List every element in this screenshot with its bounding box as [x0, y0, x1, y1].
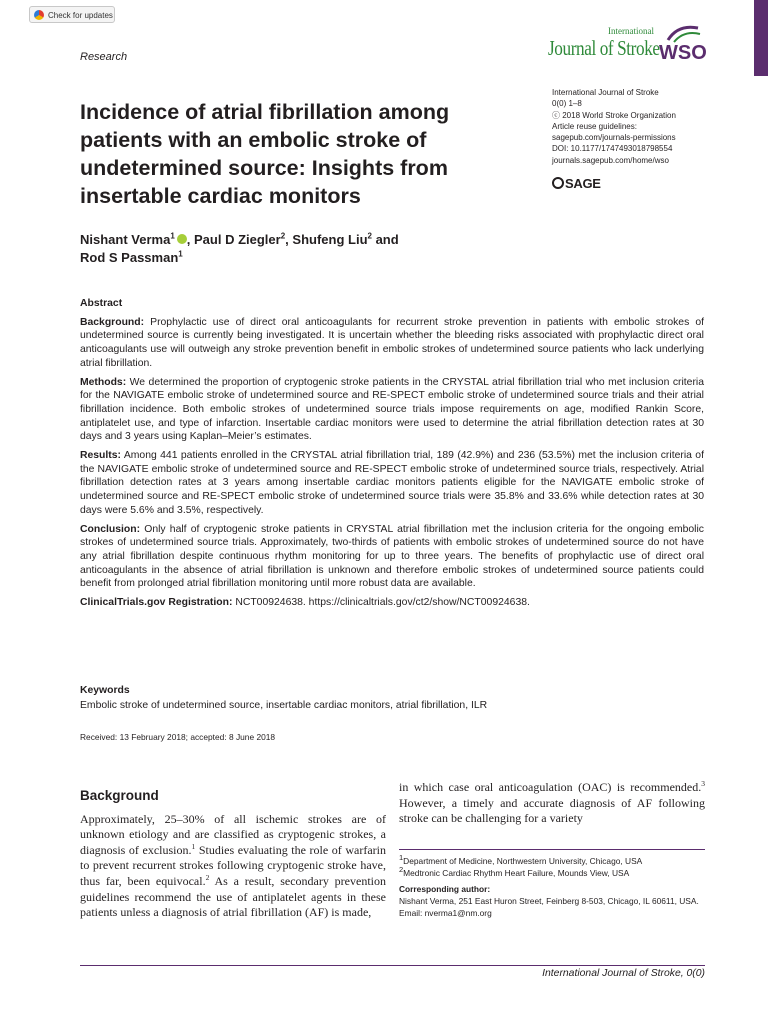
check-for-updates-label: Check for updates: [48, 11, 113, 20]
corresponding-author-address: Nishant Verma, 251 East Huron Street, Feinberg 8-503, Chicago, IL 60611, USA.: [399, 896, 699, 906]
corresponding-author-label: Corresponding author:: [399, 884, 491, 894]
author-affiliation: 1: [170, 231, 175, 241]
meta-volume: 0(0) 1–8: [552, 99, 582, 109]
author-separator: ,: [285, 232, 293, 247]
body-paragraph: [399, 780, 705, 827]
abstract: [80, 297, 704, 615]
body-text: As a result, secondary prevention guidelines recommend the use of antiplatelet agents in these patients unless a diagnosis of atrial fibrillation (AF) is made,: [80, 873, 387, 920]
body-column-left: [80, 788, 386, 921]
footnote-divider: [399, 849, 705, 850]
received-dates: Received: 13 February 2018; accepted: 8 June 2018: [80, 732, 276, 742]
abstract-conclusion-label: Conclusion:: [80, 523, 141, 535]
affiliation-2: [399, 867, 705, 879]
affiliation-number: 2: [399, 865, 404, 875]
abstract-methods-label: Methods:: [80, 376, 127, 388]
journal-logo-small-text: International: [608, 26, 654, 36]
brand-color-bar: [754, 0, 768, 76]
meta-reuse: Article reuse guidelines:: [552, 121, 637, 131]
wso-swoosh-icon: [664, 22, 704, 44]
keywords-list: Embolic stroke of undetermined source, insertable cardiac monitors, atrial fibrillation, ILR: [80, 700, 488, 711]
journal-logo-name: Journal of Stroke: [548, 36, 660, 60]
body-text: in which case oral anticoagulation (OAC) is recommended.: [399, 780, 702, 794]
author-list: [80, 231, 480, 267]
citation-link[interactable]: 1: [191, 841, 196, 851]
author-name[interactable]: Rod S Passman: [80, 250, 179, 265]
publisher-logo: [552, 176, 601, 191]
abstract-results-label: Results:: [80, 450, 121, 462]
publisher-name: SAGE: [565, 176, 601, 191]
abstract-background: [80, 316, 704, 371]
author-and: and: [371, 232, 399, 247]
body-paragraph: [80, 812, 386, 921]
abstract-background-text: Prophylactic use of direct oral anticoagulants for recurrent stroke prevention in patients with embolic strokes of undetermined source is currently being investigated. It is uncertain whether the bleeding risks associated with prophylactic direct oral anticoagulants use will outweigh any stroke prevention benefit in embolic strokes of undetermined source patients who lack underlying atrial fibrillation.: [80, 316, 704, 369]
affiliation-1: [399, 855, 705, 867]
background-heading: Background: [80, 788, 159, 803]
journal-logo: [548, 22, 748, 70]
footer-divider: [80, 965, 705, 966]
meta-copyright: ⓒ 2018 World Stroke Organization: [552, 110, 676, 120]
meta-journal: International Journal of Stroke: [552, 88, 659, 97]
orcid-icon[interactable]: [177, 234, 187, 244]
author-affiliation: 1: [178, 249, 183, 259]
crossmark-icon: [34, 10, 44, 20]
author-name[interactable]: Shufeng Liu: [292, 232, 368, 247]
running-footer: International Journal of Stroke, 0(0): [542, 968, 705, 979]
abstract-conclusion-text: Only half of cryptogenic stroke patients in CRYSTAL atrial fibrillation met the inclusion criteria for the ongoing embolic strokes of undetermined source trials. Approximately, two-thirds of patients with embolic strokes of undetermined source do not have any atrial fibrillation despite continuous rhythm monitoring for up to three years. The benefits of prophylactic use of direct oral anticoagulants in the absence of atrial fibrillation is unknown and therefore embolic strokes of undetermined source patients could benefit from prolonged atrial fibrillation monitoring until more robust data are available.: [80, 523, 704, 590]
body-text: However, a timely and accurate diagnosis of AF following stroke can be challenging for a variety: [399, 795, 705, 826]
keywords-heading: Keywords: [80, 685, 130, 696]
abstract-heading: Abstract: [80, 298, 123, 309]
meta-doi[interactable]: DOI: 10.1177/1747493018798554: [552, 144, 673, 154]
citation-link[interactable]: 2: [205, 872, 210, 882]
registration-link[interactable]: NCT00924638. https://clinicaltrials.gov/ct2/show/NCT00924638.: [235, 597, 530, 609]
abstract-methods: [80, 376, 704, 445]
body-text: Studies evaluating the role of warfarin to prevent recurrent strokes following cryptogenic stroke have, thus far, been equivocal.: [80, 842, 386, 888]
body-text: Approximately, 25–30% of all ischemic strokes are of unknown etiology and are classified as cryptogenic strokes, a diagnosis of exclusion.: [80, 811, 386, 857]
abstract-results-text: Among 441 patients enrolled in the CRYSTAL atrial fibrillation trial, 189 (42.9%) and 236 (53.5%) met the inclusion criteria of the NAVIGATE embolic stroke of undetermined source and RE-SPECT embolic stroke of undetermined source trials, respectively. Atrial fibrillation detection rates at 3 years among insertable cardiac monitors patients eligible for the NAVIGATE embolic stroke of undetermined source and RE-SPECT embolic stroke of undetermined source trials were 35.8% and 33.6% while detection rates at 30 days were 5.6% and 3.5%, respectively.: [80, 450, 704, 516]
abstract-registration: [80, 596, 704, 610]
author-name[interactable]: Paul D Ziegler: [194, 232, 281, 247]
citation-link[interactable]: 3: [701, 779, 705, 788]
affiliation-text: Medtronic Cardiac Rhythm Heart Failure, Mounds View, USA: [403, 868, 630, 878]
abstract-conclusion: [80, 523, 704, 592]
sage-logo-icon: [552, 177, 564, 189]
abstract-registration-label: ClinicalTrials.gov Registration:: [80, 597, 233, 609]
affiliation-number: 1: [399, 853, 404, 863]
abstract-results: [80, 449, 704, 518]
corresponding-author-email[interactable]: Email: nverma1@nm.org: [399, 908, 492, 918]
article-metadata: [552, 87, 676, 166]
body-column-right: [399, 780, 705, 827]
footnotes: [399, 855, 705, 919]
abstract-background-label: Background:: [80, 316, 145, 328]
author-affiliation: 2: [367, 231, 372, 241]
abstract-methods-text: We determined the proportion of cryptogenic stroke patients in the CRYSTAL atrial fibrillation trial who met inclusion criteria for the NAVIGATE embolic stroke of undetermined source and RE-SPECT embolic stroke of undetermined source trials and their atrial fibrillation incidence. Both embolic strokes of undetermined source trials impose requirements on age, modified Rankin Score, antiplatelet use, and type of infarction. Insertable cardiac monitors were used to determine the atrial fibrillation detection rates at 30 days and 3 years using Kaplan–Meier’s estimates.: [80, 376, 705, 443]
article-title: Incidence of atrial fibrillation among patients with an embolic stroke of undetermined source: Insights from insertable cardiac monitors: [80, 100, 450, 208]
meta-journal-link[interactable]: journals.sagepub.com/home/wso: [552, 155, 669, 165]
section-label: Research: [80, 51, 128, 63]
author-separator: ,: [186, 232, 195, 247]
meta-permissions-link[interactable]: sagepub.com/journals-permissions: [552, 133, 676, 143]
check-for-updates-button[interactable]: [29, 6, 115, 23]
author-affiliation: 2: [280, 231, 286, 241]
affiliation-text: Department of Medicine, Northwestern University, Chicago, USA: [403, 856, 643, 866]
author-name[interactable]: Nishant Verma: [80, 232, 171, 247]
journal-logo-org: WSO: [659, 42, 707, 64]
